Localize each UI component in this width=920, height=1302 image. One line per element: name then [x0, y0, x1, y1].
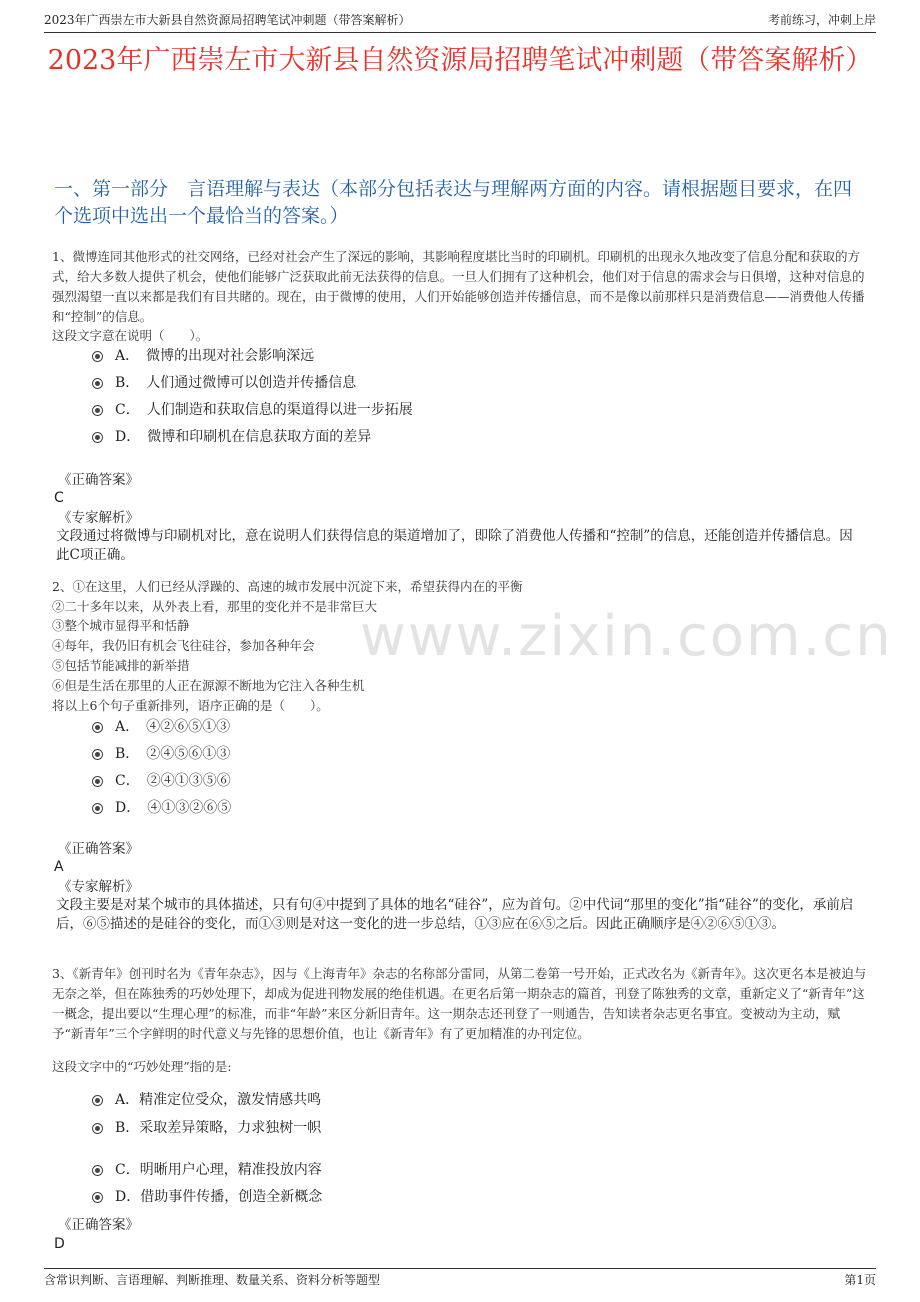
- radio-icon: [92, 351, 103, 362]
- q1-analysis: 文段通过将微博与印刷机对比，意在说明人们获得信息的渠道增加了，即除了消费他人传播和“控制”的信息，还能创造并传播信息。因此C项正确。: [56, 528, 853, 563]
- q2-option-d[interactable]: D． ④①③②⑥⑤: [92, 798, 231, 818]
- q2-option-b[interactable]: B． ②④⑤⑥①③: [92, 744, 230, 764]
- radio-icon: [92, 378, 103, 389]
- radio-icon: [92, 1192, 103, 1203]
- q2-line: ⑤包括节能减排的新举措: [52, 658, 190, 673]
- radio-icon: [92, 432, 103, 443]
- radio-icon: [92, 1165, 103, 1176]
- page-footer: [44, 1268, 876, 1291]
- q2-question: 将以上6个句子重新排列，语序正确的是（ ）。: [52, 698, 329, 713]
- page-title: 2023年广西崇左市大新县自然资源局招聘笔试冲刺题（带答案解析）: [47, 45, 873, 76]
- q2-option-c[interactable]: C． ②④①③⑤⑥: [92, 771, 231, 791]
- q1-analysis-label: 《专家解析》: [58, 510, 139, 526]
- q1-stem: 1、微博连同其他形式的社交网络，已经对社会产生了深远的影响，其影响程度堪比当时的印刷机。印刷机的出现永久地改变了信息分配和获取的方式，给大多数人提供了机会，使他们能够广泛获取此前无法获得的信息。一旦人们拥有了这种机会，他们对于信息的需求会与日俱增，这种对信息的强烈渴望一直以来都是我们有目共睹的。现在，由于微博的使用，人们开始能够创造并传播信息，而不是像以前那样只是消费信息——消费他人传播和“控制”的信息。: [52, 249, 865, 324]
- q3-answer: D: [54, 1236, 65, 1252]
- page-header: [44, 10, 876, 33]
- q1-answer: C: [54, 490, 64, 506]
- q1-option-c[interactable]: C． 人们制造和获取信息的渠道得以进一步拓展: [92, 400, 413, 420]
- radio-icon: [92, 803, 103, 814]
- q2-option-a[interactable]: A． ④②⑥⑤①③: [92, 717, 230, 737]
- q2-line: ⑥但是生活在那里的人正在源源不断地为它注入各种生机: [52, 678, 365, 693]
- q2-line: 2、①在这里，人们已经从浮躁的、高速的城市发展中沉淀下来，希望获得内在的平衡: [52, 579, 523, 594]
- q1-option-b[interactable]: B． 人们通过微博可以创造并传播信息: [92, 373, 356, 393]
- header-slogan: 考前练习，冲刺上岸: [767, 13, 876, 27]
- q2-answer: A: [54, 859, 64, 875]
- q2-analysis: 文段主要是对某个城市的具体描述，只有句④中提到了具体的地名“硅谷”，应为首句。②中代词“那里的变化”指“硅谷”的变化，承前启后，⑥⑤描述的是硅谷的变化，而①③则是对这一变化的进一步总结，①③应在⑥⑤之后。因此正确顺序是④②⑥⑤①③。: [56, 897, 854, 932]
- q3-answer-label: 《正确答案》: [58, 1217, 139, 1233]
- page-number: 第1页: [844, 1273, 876, 1287]
- q3-question: 这段文字中的“巧妙处理”指的是:: [52, 1059, 232, 1074]
- radio-icon: [92, 1095, 103, 1106]
- header-title: 2023年广西崇左市大新县自然资源局招聘笔试冲刺题（带答案解析）: [44, 13, 411, 27]
- q2-answer-label: 《正确答案》: [58, 841, 139, 857]
- q2-line: ④每年，我仍旧有机会飞往硅谷，参加各种年会: [52, 638, 315, 653]
- footer-note: 含常识判断、言语理解、判断推理、数量关系、资料分析等题型: [44, 1273, 381, 1287]
- radio-icon: [92, 405, 103, 416]
- radio-icon: [92, 1123, 103, 1134]
- q3-stem: 3、《新青年》创刊时名为《青年杂志》，因与《上海青年》杂志的名称部分雷同，从第二卷第一号开始，正式改名为《新青年》。这次更名本是被迫与无奈之举，但在陈独秀的巧妙处理下，却成为促进刊物发展的绝佳机遇。在更名后第一期杂志的篇首，刊登了陈独秀的文章，重新定义了“新青年”这一概念，提出要以“生理心理”的标准，而非“年龄”来区分新旧青年。这一期杂志还刊登了一则通告，告知读者杂志更名事宜。变被动为主动，赋予“新青年”三个字鲜明的时代意义与先锋的思想价值，也让《新青年》有了更加精准的办刊定位。: [52, 966, 867, 1041]
- radio-icon: [92, 749, 103, 760]
- radio-icon: [92, 776, 103, 787]
- section-heading: 一、第一部分 言语理解与表达（本部分包括表达与理解两方面的内容。请根据题目要求，在四个选项中选出一个最恰当的答案。）: [54, 178, 853, 227]
- q1-option-a[interactable]: A． 微博的出现对社会影响深远: [92, 346, 314, 366]
- q1-answer-label: 《正确答案》: [58, 472, 139, 488]
- q2-line: ②二十多年以来，从外表上看，那里的变化并不是非常巨大: [52, 599, 378, 614]
- q1-option-d[interactable]: D． 微博和印刷机在信息获取方面的差异: [92, 427, 371, 447]
- q3-option-a[interactable]: A．精准定位受众，激发情感共鸣: [92, 1090, 321, 1110]
- q2-analysis-label: 《专家解析》: [58, 879, 139, 895]
- watermark: www.zixin.com.cn: [360, 604, 893, 669]
- q1-question: 这段文字意在说明（ ）。: [52, 328, 209, 343]
- q2-line: ③整个城市显得平和恬静: [52, 618, 190, 633]
- q3-option-c[interactable]: C．明晰用户心理，精准投放内容: [92, 1160, 322, 1180]
- radio-icon: [92, 722, 103, 733]
- q3-option-d[interactable]: D．借助事件传播，创造全新概念: [92, 1187, 322, 1207]
- q3-option-b[interactable]: B．采取差异策略，力求独树一帜: [92, 1118, 321, 1138]
